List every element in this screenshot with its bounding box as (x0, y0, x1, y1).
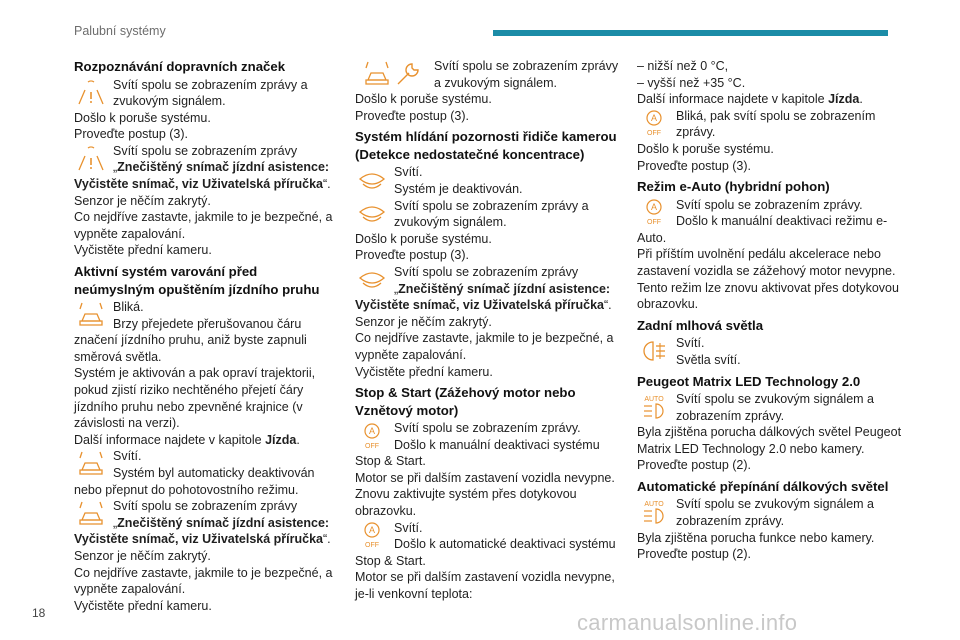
indicator-item: Bliká. Brzy přejedete přerušovanou čáru značení jízdního pruhu, aniž byste zapnuli směrová světla. (74, 300, 307, 364)
indicator-item: Svítí spolu se zobrazením zprávy „Znečištěný snímač jízdní asistence: Vyčistěte snímač, viz Uživatelská příručka“. (74, 143, 331, 192)
stop-start-off-icon (637, 108, 671, 139)
svg-text:AUTO: AUTO (644, 500, 664, 508)
column-3: – nižší než 0 °C, – vyšší než +35 °C. Další informace najdete v kapitole Jízda. A OFF Bliká, pak svítí spolu se zobrazením zprávy. Došlo k poruše systému. Proveďte postup (3). Režim e-Auto (hybridní pohon) A OFF Svítí spolu se zobrazením zprávy. Došlo k manuální deaktivaci režimu e-Auto. Při příštím uvolnění pedálu akcelerace nebo zastavení vozidla se zážehový motor nevypne. Tento režim lze znovu aktivovat přes dotykovou obrazovku. Zadní mlhová světla Svítí. Světla svítí. Peugeot Matrix LED Technology 2.0 AUTO Svítí spolu se zvukovým signálem a zobrazením zprávy. Byla zjištěna porucha dálkových světel Peugeot Matrix LED Technology 2.0 nebo kamery. Proveďte postup (2). Automatické přepínání dálkových světel AUTO Svítí spolu se zvukovým signálem a zobrazením zprávy. Byla zjištěna porucha funkce nebo kamery. Proveďte postup (2). (637, 59, 902, 562)
column-2: Svítí spolu se zobrazením zprávy a zvukovým signálem. Došlo k poruše systému. Proveďte postup (3). Systém hlídání pozornosti řidiče kamerou (Detekce nedostatečné koncentrace) Svítí. Systém je deaktivován. Svítí spolu se zobrazením zprávy a zvukovým signálem. Došlo k poruše systému. Proveďte postup (3). Svítí spolu se zobrazením zprávy „Znečištěný snímač jízdní asistence: Vyčistěte snímač, viz Uživatelská příručka“. Senzor je něčím zakrytý. Co nejdříve zastavte, jakmile to je bezpečné, a vypněte zapalování. Vyčistěte přední kameru. Stop & Start (Zážehový motor nebo Vznětový motor) A OFF Svítí spolu se zobrazením zprávy. Došlo k manuální deaktivaci systému Stop & Start. Motor se při dalším zastavení vozidla nevypne. Znovu zaktivujte systém přes dotykovou obrazovku. A OFF Svítí. Došlo k automatické deaktivaci systému Stop & Start. Motor se při dalším zastavení vozidla nevypne, je-li venkovní teplota: (355, 59, 619, 602)
heading-lane-departure: Aktivní systém varování před neúmyslným opuštěním jízdního pruhu (74, 264, 320, 297)
svg-text:OFF: OFF (365, 542, 379, 550)
auto-high-beam-icon (637, 496, 671, 527)
column-1: Rozpoznávání dopravních značek Svítí spolu se zobrazením zprávy a zvukovým signálem. Došlo k poruše systému. Proveďte postup (3). Svítí spolu se zobrazením zprávy „Znečištěný snímač jízdní asistence: Vyčistěte snímač, viz Uživatelská příručka“. Senzor je něčím zakrytý. Co nejdříve zastavte, jakmile to je bezpečné, a vypněte zapalování. Vyčistěte přední kameru. Aktivní systém varování před neúmyslným opuštěním jízdního pruhu Bliká. Brzy přejedete přerušovanou čáru značení jízdního pruhu, aniž byste zapnuli směrová světla. Systém je aktivován a pak opraví trajektorii, pokud zjistí riziko nechtěného přejetí čáry jízdního pruhu nebo zpevněné krajnice (v závislosti na verzi). Další informace najdete v kapitole Jízda. Svítí. Systém byl automaticky deaktivován nebo přepnut do pohotovostního režimu. Svítí spolu se zobrazením zprávy „Znečištěný snímač jízdní asistence: Vyčistěte snímač, viz Uživatelská příručka“. Senzor je něčím zakrytý. Co nejdříve zastavte, jakmile to je bezpečné, a vypněte zapalování. Vyčistěte přední kameru. (74, 58, 339, 614)
indicator-item: AUTO Svítí spolu se zvukovým signálem a zobrazením zprávy. (637, 391, 902, 424)
indicator-item: A OFF Svítí spolu se zobrazením zprávy. Došlo k manuální deaktivaci režimu e-Auto. (637, 197, 888, 245)
indicator-item: Svítí spolu se zobrazením zprávy a zvukovým signálem. (355, 198, 620, 231)
indicator-item: Svítí. Systém je deaktivován. (355, 164, 620, 197)
driver-attention-icon (355, 264, 389, 295)
heading-stop-start: Stop & Start (Zážehový motor nebo Vznětový motor) (355, 385, 576, 418)
indicator-item: AUTO Svítí spolu se zvukovým signálem a zobrazením zprávy. (637, 496, 902, 529)
svg-text:A: A (650, 202, 658, 213)
wrench-icon (392, 60, 422, 88)
svg-text:A: A (368, 525, 376, 536)
driver-attention-icon (355, 198, 389, 229)
indicator-item: Svítí spolu se zobrazením zprávy „Znečištěný snímač jízdní asistence: Vyčistěte snímač, viz Uživatelská příručka“. (74, 499, 331, 547)
page-number: 18 (32, 606, 46, 620)
svg-text:A: A (368, 425, 376, 436)
heading-matrix-led: Peugeot Matrix LED Technology 2.0 (637, 373, 861, 389)
stop-start-off-icon (355, 420, 389, 451)
lane-wrench-icon-pair (355, 58, 429, 89)
header-accent-bar (493, 30, 888, 36)
lane-departure-icon (74, 498, 108, 529)
lane-departure-icon (74, 448, 108, 479)
svg-text:OFF: OFF (365, 442, 379, 450)
svg-text:OFF: OFF (647, 130, 661, 138)
indicator-item: A OFF Svítí. Došlo k automatické deaktivaci systému Stop & Start. (355, 520, 616, 568)
stop-start-off-icon (355, 520, 389, 551)
svg-text:AUTO: AUTO (644, 395, 664, 403)
svg-text:OFF: OFF (647, 219, 661, 227)
rear-fog-light-icon (637, 335, 671, 366)
heading-e-auto: Režim e-Auto (hybridní pohon) (637, 179, 830, 195)
heading-auto-high-beam: Automatické přepínání dálkových světel (637, 478, 889, 494)
heading-rear-fog: Zadní mlhová světla (637, 317, 764, 333)
watermark: carmanualsonline.info (577, 610, 798, 635)
heading-driver-attention: Systém hlídání pozornosti řidiče kamerou (Detekce nedostatečné koncentrace) (355, 129, 617, 162)
section-title: Palubní systémy (74, 24, 166, 38)
stop-start-off-icon (637, 197, 671, 228)
lane-departure-icon (362, 60, 392, 88)
lane-camera-icon (74, 143, 108, 174)
heading-traffic-sign-recognition: Rozpoznávání dopravních značek (74, 59, 286, 74)
driver-attention-icon (355, 164, 389, 195)
indicator-item: Svítí spolu se zobrazením zprávy „Znečištěný snímač jízdní asistence: Vyčistěte snímač, viz Uživatelská příručka“. (355, 264, 612, 313)
indicator-item: Svítí. Systém byl automaticky deaktivován nebo přepnut do pohotovostního režimu. (74, 449, 315, 497)
indicator-item: A OFF Bliká, pak svítí spolu se zobrazením zprávy. (637, 108, 902, 141)
svg-text:A: A (650, 113, 658, 124)
indicator-item: Svítí spolu se zobrazením zprávy a zvukovým signálem. (355, 58, 620, 91)
auto-high-beam-icon (637, 391, 671, 422)
lane-departure-icon (74, 299, 108, 330)
lane-camera-icon (74, 77, 108, 108)
indicator-item: A OFF Svítí spolu se zobrazením zprávy. Došlo k manuální deaktivaci systému Stop & Start. (355, 421, 600, 469)
indicator-item: Svítí spolu se zobrazením zprávy a zvukovým signálem. (74, 77, 339, 110)
indicator-item: Svítí. Světla svítí. (637, 335, 902, 368)
